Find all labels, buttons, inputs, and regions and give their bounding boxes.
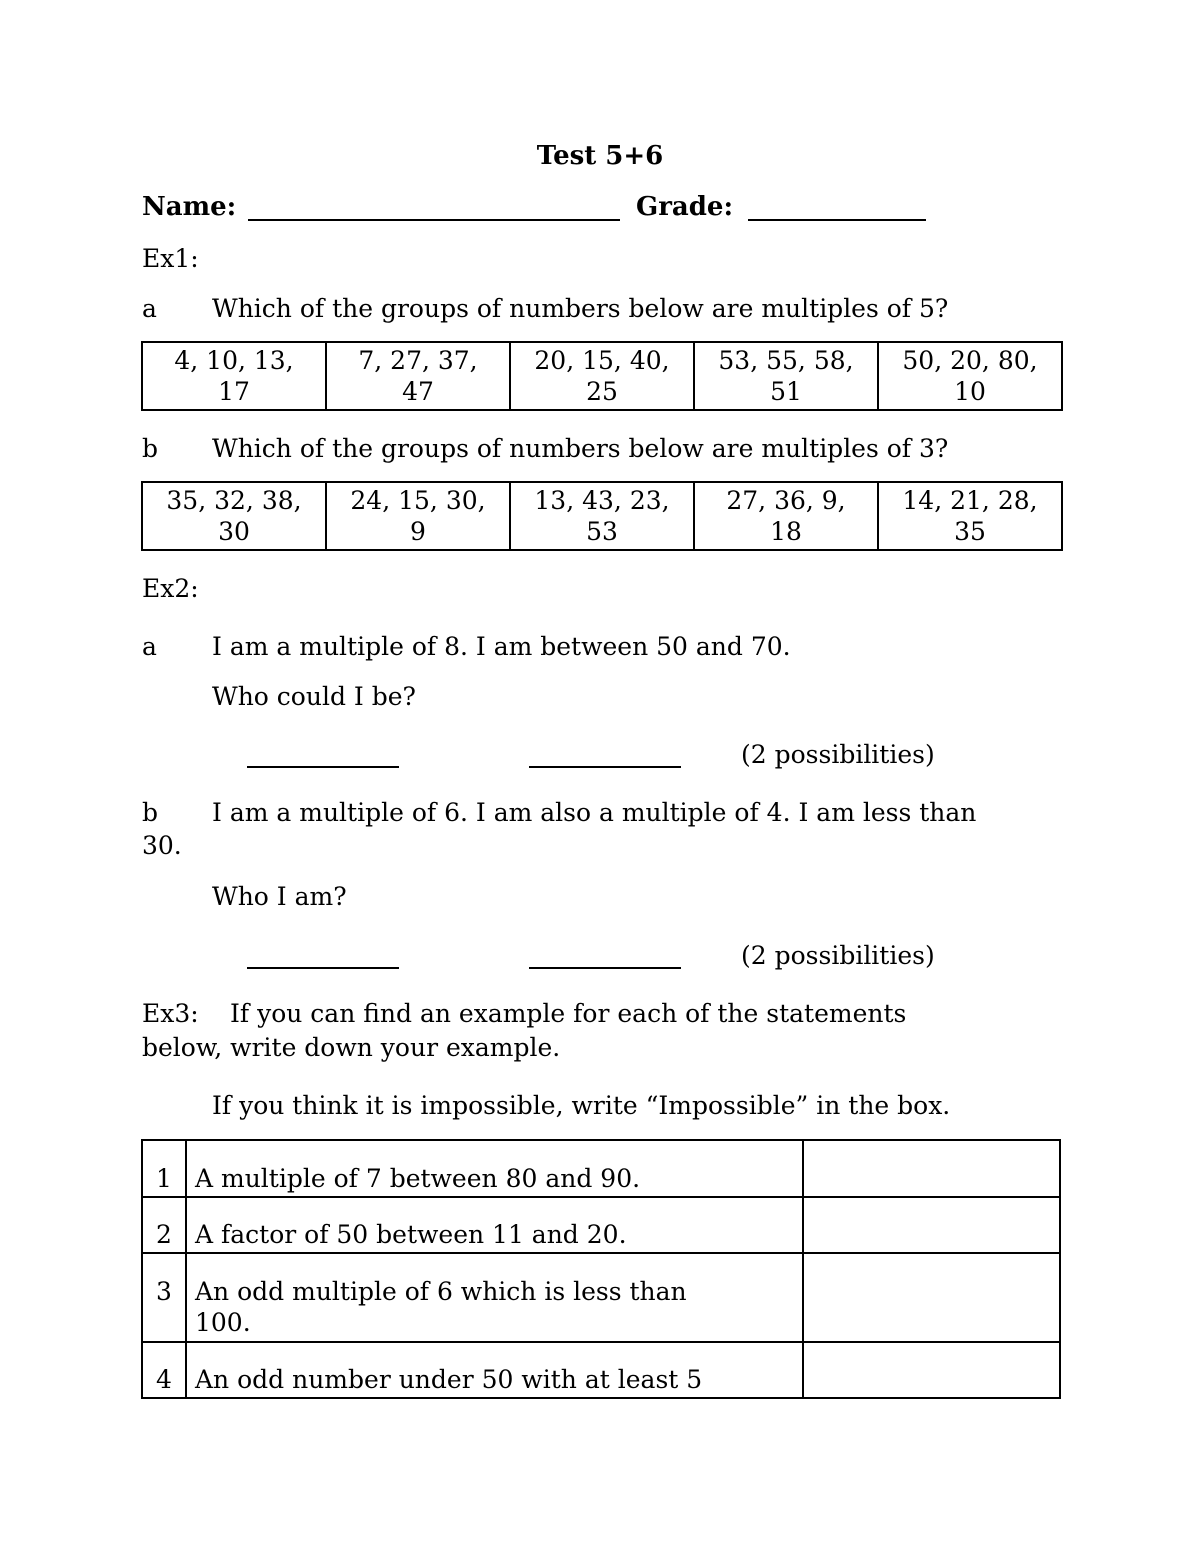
choice-line: 27, 36, 9, (726, 486, 846, 515)
ex2-b-letter: b (142, 798, 159, 827)
choice-cell[interactable] (142, 482, 326, 550)
choice-line: 4, 10, 13, (174, 346, 294, 375)
table-row (142, 1197, 1060, 1253)
grade-field[interactable] (748, 219, 926, 221)
choice-line: 25 (586, 377, 618, 406)
ex2-b-answer-2[interactable] (529, 967, 681, 969)
choice-line: 14, 21, 28, (902, 486, 1038, 515)
ex1-a-choices (141, 341, 1063, 411)
ex1-label: Ex1: (142, 244, 199, 273)
choice-cell[interactable] (510, 342, 694, 410)
answer-box[interactable] (803, 1197, 1060, 1253)
ex2-a-possibilities: (2 possibilities) (741, 740, 935, 769)
choice-line: 35 (954, 517, 986, 546)
row-number: 1 (142, 1140, 186, 1197)
choice-line: 53, 55, 58, (718, 346, 854, 375)
row-number: 4 (142, 1342, 186, 1398)
name-field[interactable] (248, 219, 620, 221)
ex2-label: Ex2: (142, 574, 199, 603)
ex1-a-letter: a (142, 294, 157, 323)
ex2-b-possibilities: (2 possibilities) (741, 941, 935, 970)
choice-cell[interactable] (694, 482, 878, 550)
row-statement: A multiple of 7 between 80 and 90. (186, 1140, 803, 1197)
choice-line: 20, 15, 40, (534, 346, 670, 375)
choice-cell[interactable] (878, 342, 1062, 410)
ex2-a-statement: I am a multiple of 8. I am between 50 and 70. (212, 632, 791, 661)
choice-line: 50, 20, 80, (902, 346, 1038, 375)
ex3-label: Ex3: (142, 999, 199, 1028)
choice-line: 47 (402, 377, 434, 406)
ex1-a-question: Which of the groups of numbers below are multiples of 5? (212, 294, 949, 323)
ex2-b-statement-line1: I am a multiple of 6. I am also a multiple of 4. I am less than (212, 798, 977, 827)
choice-cell[interactable] (694, 342, 878, 410)
row-number: 2 (142, 1197, 186, 1253)
answer-box[interactable] (803, 1140, 1060, 1197)
choice-line: 7, 27, 37, (358, 346, 478, 375)
table-row (142, 1140, 1060, 1197)
answer-box[interactable] (803, 1253, 1060, 1342)
choice-line: 13, 43, 23, (534, 486, 670, 515)
answer-box[interactable] (803, 1342, 1060, 1398)
ex2-b-question: Who I am? (212, 882, 347, 911)
row-number: 3 (142, 1253, 186, 1342)
ex3-table (141, 1139, 1061, 1399)
ex1-b-choices (141, 481, 1063, 551)
table-row (142, 1253, 1060, 1342)
name-label: Name: (142, 192, 237, 222)
choice-line: 53 (586, 517, 618, 546)
page-title: Test 5+6 (536, 141, 664, 171)
choice-line: 18 (770, 517, 802, 546)
ex2-a-answer-2[interactable] (529, 766, 681, 768)
choice-line: 35, 32, 38, (166, 486, 302, 515)
choice-cell[interactable] (326, 482, 510, 550)
choice-cell[interactable] (510, 482, 694, 550)
ex3-instruction-2: If you think it is impossible, write “Impossible” in the box. (212, 1091, 951, 1120)
ex2-a-letter: a (142, 632, 157, 661)
choice-line: 17 (218, 377, 250, 406)
choice-line: 9 (410, 517, 426, 546)
choice-line: 51 (770, 377, 802, 406)
row-statement: An odd multiple of 6 which is less than 100. (186, 1253, 803, 1342)
choice-line: 24, 15, 30, (350, 486, 486, 515)
choice-cell[interactable] (142, 342, 326, 410)
ex1-b-letter: b (142, 434, 159, 463)
grade-label: Grade: (636, 192, 734, 222)
ex1-b-question: Which of the groups of numbers below are multiples of 3? (212, 434, 949, 463)
choice-cell[interactable] (878, 482, 1062, 550)
row-statement: An odd number under 50 with at least 5 (186, 1342, 803, 1398)
ex2-a-question: Who could I be? (212, 682, 416, 711)
ex3-instruction-line2: below, write down your example. (142, 1033, 561, 1062)
ex2-a-answer-1[interactable] (247, 766, 399, 768)
choice-line: 30 (218, 517, 250, 546)
table-row (142, 1342, 1060, 1398)
choice-cell[interactable] (326, 342, 510, 410)
ex3-instruction-line1: If you can find an example for each of the statements (230, 999, 907, 1028)
choice-line: 10 (954, 377, 986, 406)
ex2-b-answer-1[interactable] (247, 967, 399, 969)
row-statement: A factor of 50 between 11 and 20. (186, 1197, 803, 1253)
ex2-b-statement-line2: 30. (142, 831, 182, 860)
